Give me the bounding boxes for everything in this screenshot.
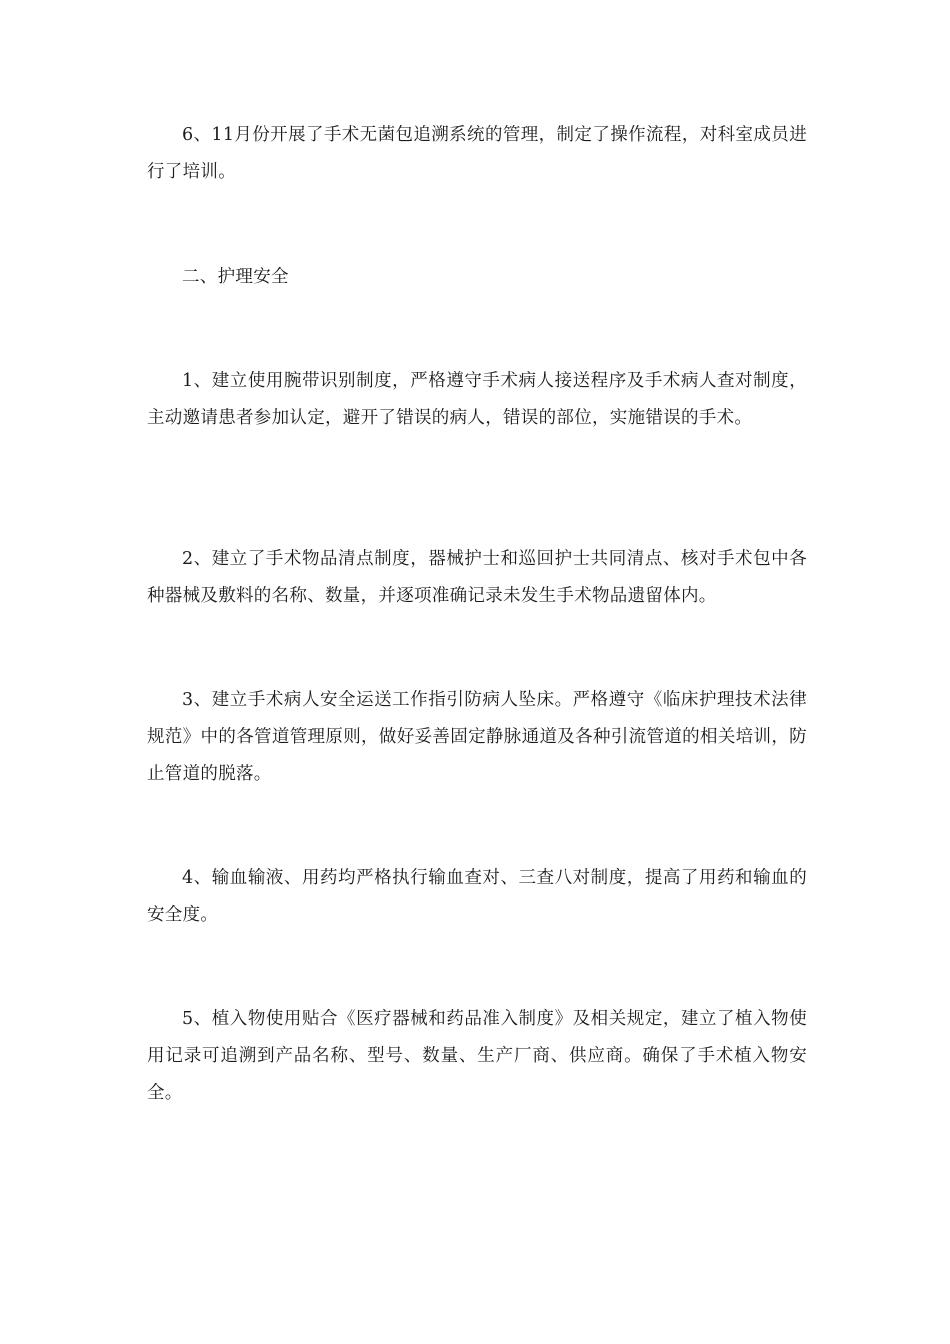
paragraph-item-4-transfusion-medication: 4、输血输液、用药均严格执行输血查对、三查八对制度，提高了用药和输血的安全度。 (147, 868, 807, 925)
paragraph-item-1-wristband-identification: 1、建立使用腕带识别制度，严格遵守手术病人接送程序及手术病人查对制度，主动邀请患者参加认定，避开了错误的病人，错误的部位，实施错误的手术。 (147, 371, 807, 428)
paragraph-item-2-surgical-item-count: 2、建立了手术物品清点制度，器械护士和巡回护士共同清点、核对手术包中各种器械及敷料的名称、数量，并逐项准确记录未发生手术物品遗留体内。 (147, 549, 807, 606)
paragraph-item-3-patient-transport-safety: 3、建立手术病人安全运送工作指引防病人坠床。严格遵守《临床护理技术法律规范》中的各管道管理原则，做好妥善固定静脉通道及各种引流管道的相关培训，防止管道的脱落。 (147, 690, 807, 784)
paragraph-item-6-sterile-pack-tracing: 6、11月份开展了手术无菌包追溯系统的管理，制定了操作流程，对科室成员进行了培训。 (147, 125, 807, 182)
section-heading-nursing-safety: 二、护理安全 (182, 267, 289, 287)
paragraph-item-5-implant-records: 5、植入物使用贴合《医疗器械和药品准入制度》及相关规定，建立了植入物使用记录可追溯到产品名称、型号、数量、生产厂商、供应商。确保了手术植入物安全。 (147, 1009, 807, 1103)
